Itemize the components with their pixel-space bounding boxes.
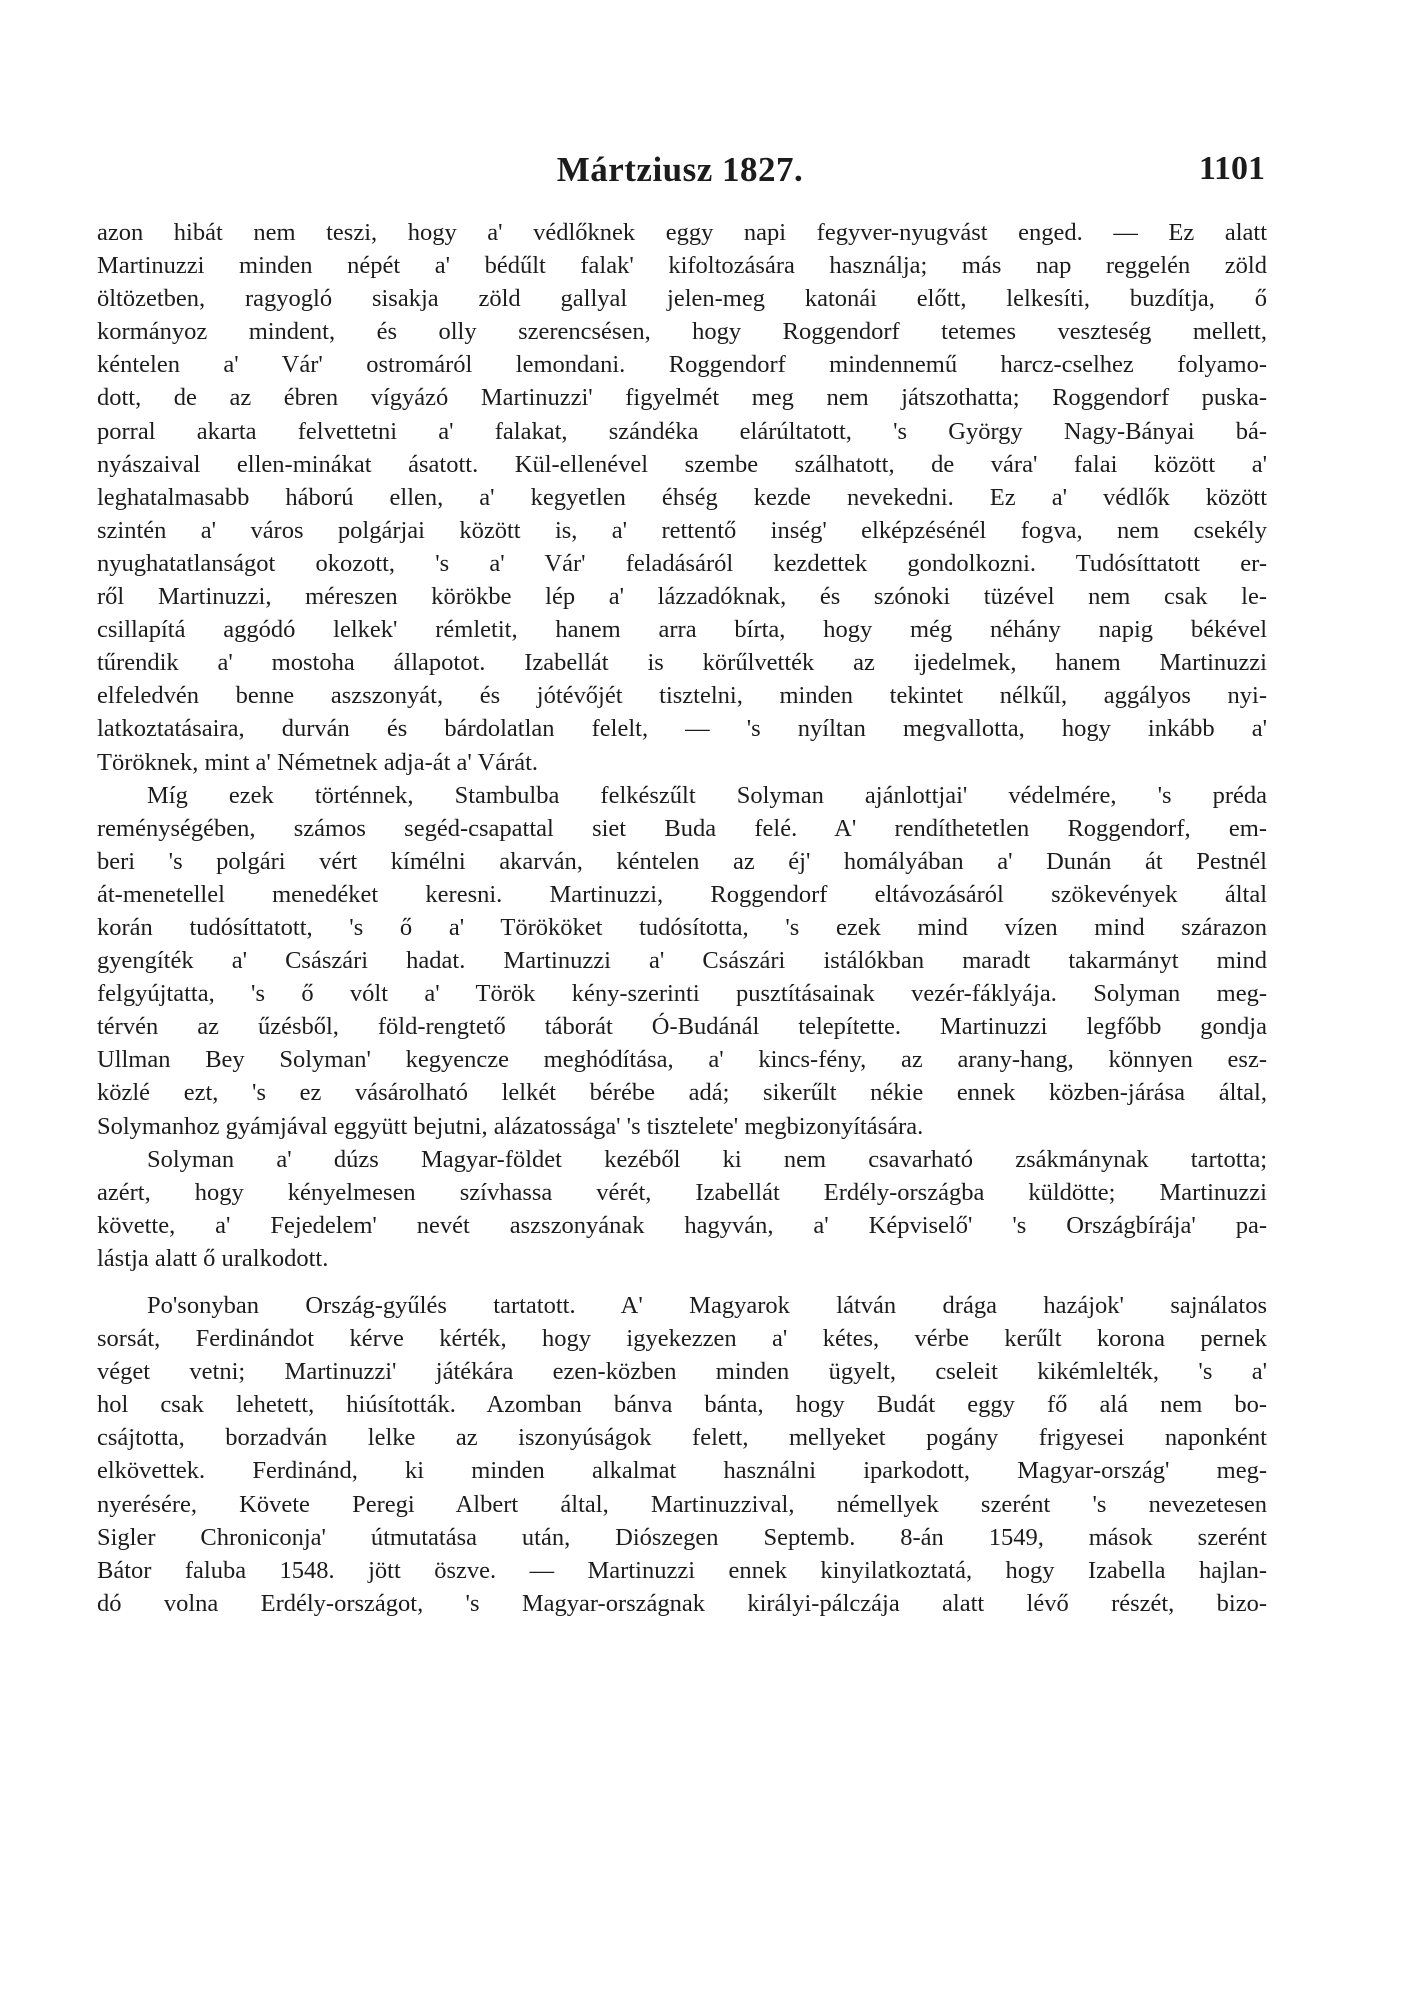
- text-line: szintén a' város polgárjai között is, a' rettentő inség' elképzésénél fogva, nem csekély: [97, 516, 1267, 544]
- text-line: hol csak lehetett, hiúsították. Azomban bánva bánta, hogy Budát eggy fő alá nem bo-: [97, 1391, 1267, 1419]
- text-line: porral akarta felvettetni a' falakat, szándéka elárúltatott, 's György Nagy-Bányai bá-: [97, 417, 1267, 445]
- paragraph: [97, 216, 1267, 779]
- text-line: elfeledvén benne aszszonyát, és jótévőjét tisztelni, minden tekintet nélkűl, aggályos nyi-: [97, 682, 1267, 710]
- text-line: Ullman Bey Solyman' kegyencze meghódítása, a' kincs-fény, az arany-hang, könnyen esz-: [97, 1046, 1267, 1074]
- text-line: csájtotta, borzadván lelke az iszonyúságok felett, mellyeket pogány frigyesei naponként: [97, 1424, 1267, 1452]
- text-line: Martinuzzi minden népét a' bédűlt falak' kifoltozására használja; más nap reggelén zöld: [97, 252, 1267, 280]
- text-line: öltözetben, ragyogló sisakja zöld gallyal jelen-meg katonái előtt, lelkesíti, buzdítja, ő: [97, 285, 1267, 313]
- text-line: Töröknek, mint a' Németnek adja-át a' Várát.: [97, 748, 539, 776]
- text-line: csillapítá aggódó lelkek' rémletit, hanem arra bírta, hogy még néhány napig békével: [97, 616, 1267, 644]
- text-line: azon hibát nem teszi, hogy a' védlőknek eggy napi fegyver-nyugvást enged. — Ez alatt: [97, 219, 1267, 246]
- text-line: tűrendik a' mostoha állapotot. Izabellát is körűlvették az ijedelmek, hanem Martinuzzi: [97, 649, 1267, 677]
- text-line: követte, a' Fejedelem' nevét aszszonyának hagyván, a' Képviselő' 's Országbírája' pa-: [97, 1211, 1267, 1239]
- body-text: [97, 216, 1267, 1620]
- text-line: Solymanhoz gyámjával eggyütt bejutni, alázatossága' 's tisztelete' megbizonyítására.: [97, 1112, 924, 1140]
- page-number: 1101: [1198, 150, 1265, 187]
- paragraph: [97, 1143, 1267, 1275]
- text-line: nyughatatlanságot okozott, 's a' Vár' feladásáról kezdettek gondolkozni. Tudósíttatott er-: [97, 549, 1267, 577]
- text-line: Bátor faluba 1548. jött öszve. — Martinuzzi ennek kinyilatkoztatá, hogy Izabella hajlan-: [97, 1556, 1267, 1584]
- text-line: korán tudósíttatott, 's ő a' Törököket tudósította, 's ezek mind vízen mind szárazon: [97, 913, 1267, 941]
- text-line: sorsát, Ferdinándot kérve kérték, hogy igyekezzen a' kétes, vérbe kerűlt korona pernek: [97, 1325, 1267, 1353]
- text-line: felgyújtatta, 's ő vólt a' Török kény-szerinti pusztításainak vezér-fáklyája. Solyman meg-: [97, 980, 1267, 1008]
- text-line: nyerésére, Követe Peregi Albert által, Martinuzzival, némellyek szerént 's nevezetesen: [97, 1490, 1267, 1518]
- text-line: beri 's polgári vért kímélni akarván, kéntelen az éj' homályában a' Dunán át Pestnél: [97, 847, 1267, 875]
- text-line: térvén az űzésből, föld-rengtető táborát Ó-Budánál telepítette. Martinuzzi legfőbb gondja: [97, 1013, 1267, 1041]
- text-line: ről Martinuzzi, méreszen körökbe lép a' lázzadóknak, és szónoki tüzével nem csak le-: [97, 583, 1267, 611]
- paragraph: [97, 1289, 1267, 1620]
- text-line: Míg ezek történnek, Stambulba felkészűlt Solyman ajánlottjai' védelmére, 's préda: [147, 781, 1267, 809]
- text-line: leghatalmasabb háború ellen, a' kegyetlen éhség kezde nevekedni. Ez a' védlők között: [97, 483, 1267, 511]
- text-line: nyászaival ellen-minákat ásatott. Kül-ellenével szembe szálhatott, de vára' falai között a': [97, 450, 1267, 478]
- text-line: át-menetellel menedéket keresni. Martinuzzi, Roggendorf eltávozásáról szökevények által: [97, 880, 1267, 908]
- text-line: lástja alatt ő uralkodott.: [97, 1244, 329, 1272]
- text-line: dó volna Erdély-országot, 's Magyar-országnak királyi-pálczája alatt lévő részét, bizo-: [97, 1589, 1267, 1617]
- text-line: Sigler Chroniconja' útmutatása után, Diószegen Septemb. 8-án 1549, mások szerént: [97, 1523, 1267, 1551]
- page-header: [95, 150, 1265, 210]
- text-line: közlé ezt, 's ez vásárolható lelkét bérébe adá; sikerűlt nékie ennek közben-járása által,: [97, 1079, 1267, 1107]
- text-line: gyengíték a' Császári hadat. Martinuzzi a' Császári istálókban maradt takarmányt mind: [97, 947, 1267, 975]
- text-line: Po'sonyban Ország-gyűlés tartatott. A' Magyarok látván drága hazájok' sajnálatos: [147, 1292, 1267, 1319]
- text-line: Solyman a' dúzs Magyar-földet kezéből ki nem csavarható zsákmánynak tartotta;: [147, 1145, 1267, 1173]
- text-line: kormányoz mindent, és olly szerencsésen, hogy Roggendorf tetemes veszteség mellett,: [97, 318, 1267, 346]
- text-line: latkoztatásaira, durván és bárdolatlan felelt, — 's nyíltan megvallotta, hogy inkább a': [97, 715, 1267, 743]
- running-title: Mártziusz 1827.: [556, 150, 804, 189]
- paragraph: [97, 779, 1267, 1143]
- text-line: kéntelen a' Vár' ostromáról lemondani. Roggendorf mindennemű harcz-cselhez folyamo-: [97, 351, 1267, 379]
- text-line: dott, de az ébren vígyázó Martinuzzi' figyelmét meg nem játszothatta; Roggendorf puska-: [97, 384, 1267, 412]
- paragraph-gap: [97, 1275, 1267, 1289]
- text-line: elkövettek. Ferdinánd, ki minden alkalmat használni iparkodott, Magyar-ország' meg-: [97, 1457, 1267, 1485]
- text-line: reménységében, számos segéd-csapattal siet Buda felé. A' rendíthetetlen Roggendorf, em-: [97, 814, 1267, 842]
- text-line: véget vetni; Martinuzzi' játékára ezen-közben minden ügyelt, cseleit kikémlelték, 's a': [97, 1358, 1267, 1386]
- text-line: azért, hogy kényelmesen szívhassa vérét, Izabellát Erdély-országba küldötte; Martinuzzi: [97, 1178, 1267, 1206]
